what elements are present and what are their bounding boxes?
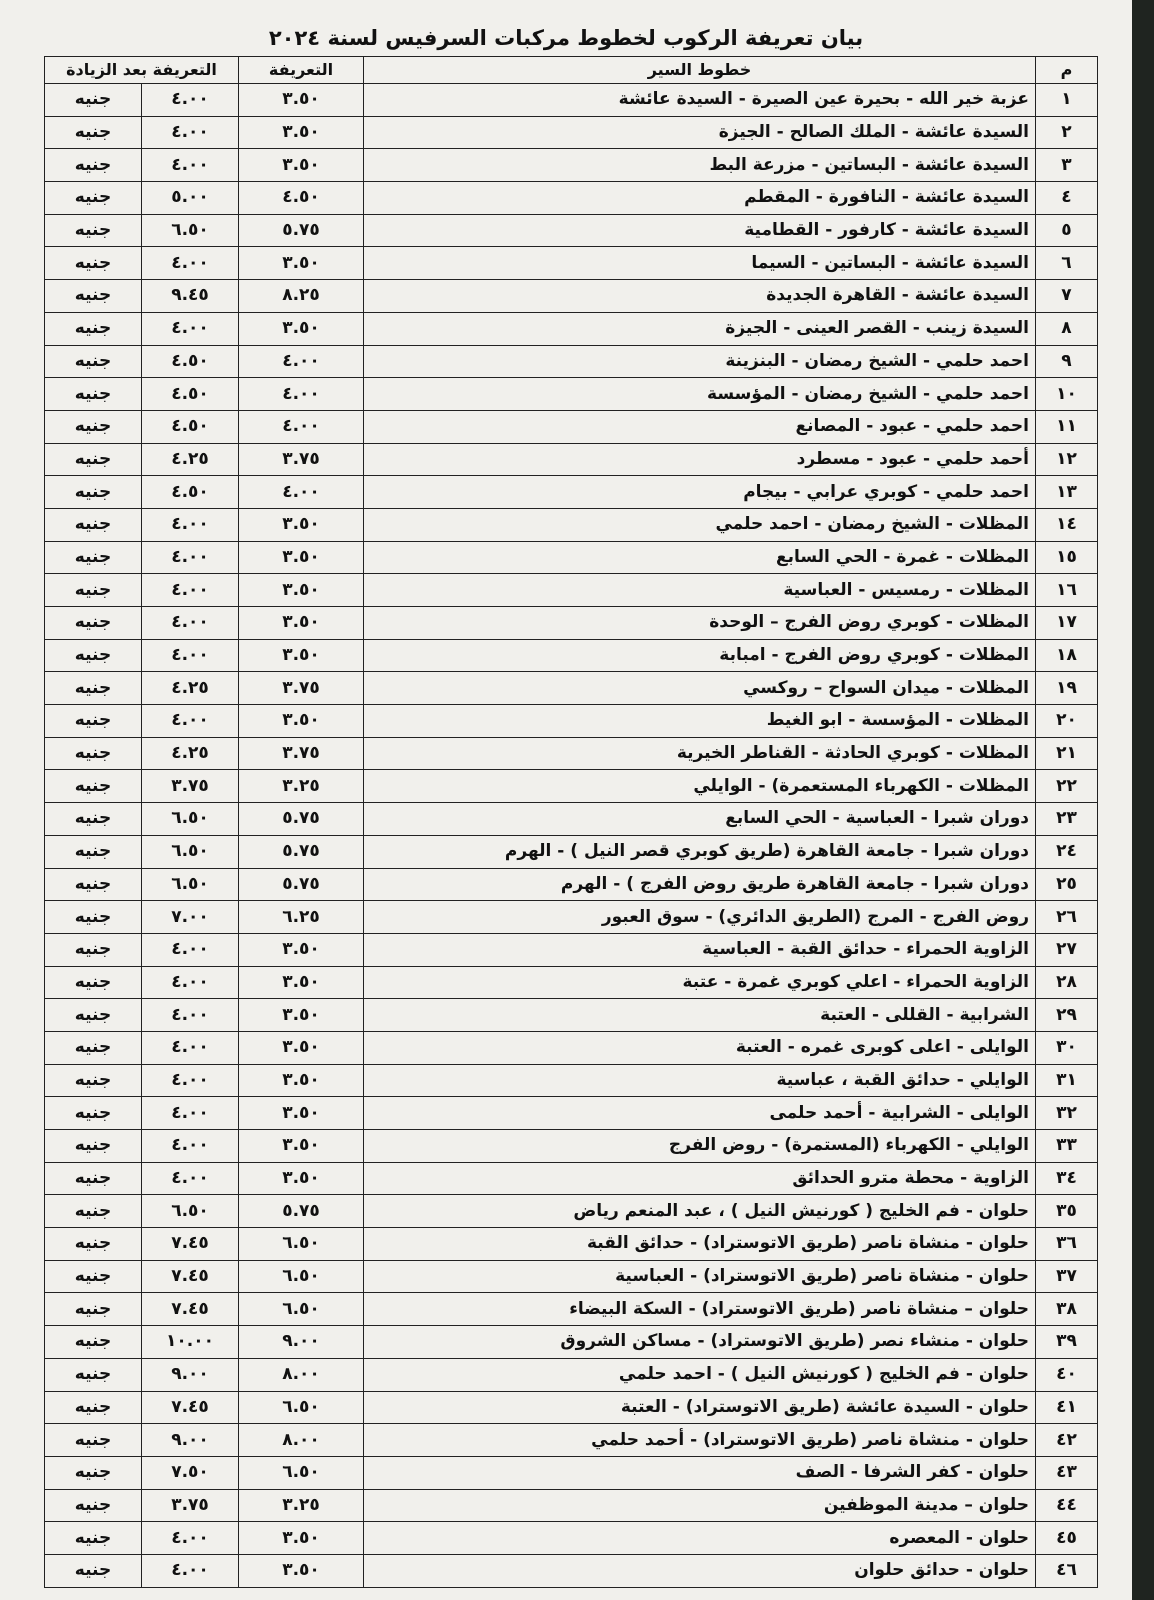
page-title: بيان تعريفة الركوب لخطوط مركبات السرفيس لسنة ٢٠٢٤ xyxy=(268,26,864,50)
route-name: احمد حلمي - عبود - المصانع xyxy=(364,410,1036,443)
route-name: حلوان - فم الخليج ( كورنيش النيل ) - احمد حلمي xyxy=(364,1358,1036,1391)
fare-value: ٦.٥٠ xyxy=(239,1228,364,1261)
currency-unit: جنيه xyxy=(45,182,142,215)
fare-value: ٦.٥٠ xyxy=(239,1456,364,1489)
new-fare-value: ٦.٥٠ xyxy=(142,835,239,868)
fare-value: ٣.٢٥ xyxy=(239,1489,364,1522)
table-row xyxy=(45,1130,1098,1163)
route-name: حلوان - منشاة ناصر (طريق الاتوستراد) - العباسية xyxy=(364,1260,1036,1293)
new-fare-value: ٤.٥٠ xyxy=(142,476,239,509)
currency-unit: جنيه xyxy=(45,1326,142,1359)
new-fare-value: ٤.٠٠ xyxy=(142,508,239,541)
table-row xyxy=(45,999,1098,1032)
new-fare-value: ٤.٢٥ xyxy=(142,443,239,476)
fare-value: ٦.٥٠ xyxy=(239,1391,364,1424)
route-name: الوايلى - الشرابية - أحمد حلمى xyxy=(364,1097,1036,1130)
currency-unit: جنيه xyxy=(45,312,142,345)
fare-value: ٣.٥٠ xyxy=(239,541,364,574)
table-row xyxy=(45,1358,1098,1391)
new-fare-value: ٤.٠٠ xyxy=(142,1031,239,1064)
route-name: الزاوية الحمراء - حدائق القبة - العباسية xyxy=(364,933,1036,966)
route-name: حلوان - كفر الشرفا - الصف xyxy=(364,1456,1036,1489)
fare-value: ٨.٠٠ xyxy=(239,1358,364,1391)
route-name: احمد حلمي - الشيخ رمضان - المؤسسة xyxy=(364,378,1036,411)
new-fare-value: ٤.٠٠ xyxy=(142,1554,239,1587)
fare-value: ٤.٠٠ xyxy=(239,410,364,443)
row-number: ٤٣ xyxy=(1036,1456,1098,1489)
table-row xyxy=(45,443,1098,476)
row-number: ٩ xyxy=(1036,345,1098,378)
route-name: الشرابية - القللى - العتبة xyxy=(364,999,1036,1032)
table-row xyxy=(45,574,1098,607)
row-number: ٧ xyxy=(1036,280,1098,313)
table-row xyxy=(45,1293,1098,1326)
row-number: ٨ xyxy=(1036,312,1098,345)
fare-value: ٤.٠٠ xyxy=(239,378,364,411)
new-fare-value: ٧.٥٠ xyxy=(142,1456,239,1489)
route-name: السيدة عائشة - البساتين - مزرعة البط xyxy=(364,149,1036,182)
table-row xyxy=(45,1554,1098,1587)
row-number: ٣٢ xyxy=(1036,1097,1098,1130)
table-row xyxy=(45,607,1098,640)
route-name: حلوان - منشاة ناصر (طريق الاتوستراد) - أحمد حلمي xyxy=(364,1424,1036,1457)
currency-unit: جنيه xyxy=(45,933,142,966)
currency-unit: جنيه xyxy=(45,541,142,574)
row-number: ١٥ xyxy=(1036,541,1098,574)
fare-value: ٣.٥٠ xyxy=(239,1097,364,1130)
currency-unit: جنيه xyxy=(45,1358,142,1391)
row-number: ٣٦ xyxy=(1036,1228,1098,1261)
new-fare-value: ٩.٠٠ xyxy=(142,1424,239,1457)
table-row xyxy=(45,1195,1098,1228)
fare-value: ٣.٥٠ xyxy=(239,639,364,672)
new-fare-value: ٤.٠٠ xyxy=(142,1097,239,1130)
table-header-row xyxy=(45,57,1098,84)
currency-unit: جنيه xyxy=(45,737,142,770)
table-row xyxy=(45,214,1098,247)
row-number: ٣٥ xyxy=(1036,1195,1098,1228)
new-fare-value: ٤.٠٠ xyxy=(142,1130,239,1163)
table-row xyxy=(45,868,1098,901)
route-name: عزبة خير الله - بحيرة عين الصيرة - السيدة عائشة xyxy=(364,84,1036,117)
new-fare-value: ٩.٠٠ xyxy=(142,1358,239,1391)
table-row xyxy=(45,770,1098,803)
new-fare-value: ٣.٧٥ xyxy=(142,1489,239,1522)
route-name: حلوان – منشاة ناصر (طريق الاتوستراد) - السكة البيضاء xyxy=(364,1293,1036,1326)
table-row xyxy=(45,116,1098,149)
fare-value: ٣.٥٠ xyxy=(239,607,364,640)
row-number: ٤٦ xyxy=(1036,1554,1098,1587)
new-fare-value: ٦.٥٠ xyxy=(142,803,239,836)
currency-unit: جنيه xyxy=(45,1031,142,1064)
table-row xyxy=(45,247,1098,280)
table-row xyxy=(45,933,1098,966)
row-number: ٢٦ xyxy=(1036,901,1098,934)
currency-unit: جنيه xyxy=(45,410,142,443)
currency-unit: جنيه xyxy=(45,116,142,149)
table-row xyxy=(45,1424,1098,1457)
new-fare-value: ٤.٥٠ xyxy=(142,345,239,378)
table-row xyxy=(45,835,1098,868)
table-row xyxy=(45,280,1098,313)
row-number: ٤٤ xyxy=(1036,1489,1098,1522)
new-fare-value: ٤.٠٠ xyxy=(142,933,239,966)
header-fare: التعريفة xyxy=(239,57,364,84)
route-name: المظلات - المؤسسة - ابو الغيط xyxy=(364,705,1036,738)
table-row xyxy=(45,737,1098,770)
row-number: ١٨ xyxy=(1036,639,1098,672)
new-fare-value: ٤.٠٠ xyxy=(142,84,239,117)
header-new-fare: التعريفة بعد الزيادة xyxy=(45,57,239,84)
fare-value: ٣.٥٠ xyxy=(239,312,364,345)
fare-value: ٣.٥٠ xyxy=(239,116,364,149)
currency-unit: جنيه xyxy=(45,247,142,280)
table-row xyxy=(45,1260,1098,1293)
row-number: ٣٠ xyxy=(1036,1031,1098,1064)
row-number: ٤٢ xyxy=(1036,1424,1098,1457)
row-number: ٢٣ xyxy=(1036,803,1098,836)
route-name: السيدة عائشة - كارفور - القطامية xyxy=(364,214,1036,247)
table-row xyxy=(45,1031,1098,1064)
route-name: المظلات - الشيخ رمضان - احمد حلمي xyxy=(364,508,1036,541)
fare-value: ٤.٠٠ xyxy=(239,345,364,378)
row-number: ٤٠ xyxy=(1036,1358,1098,1391)
row-number: ٤ xyxy=(1036,182,1098,215)
currency-unit: جنيه xyxy=(45,214,142,247)
route-name: السيدة عائشة - القاهرة الجديدة xyxy=(364,280,1036,313)
row-number: ١٣ xyxy=(1036,476,1098,509)
currency-unit: جنيه xyxy=(45,378,142,411)
row-number: ٣٩ xyxy=(1036,1326,1098,1359)
fare-value: ٣.٥٠ xyxy=(239,705,364,738)
currency-unit: جنيه xyxy=(45,1424,142,1457)
fare-value: ٦.٥٠ xyxy=(239,1293,364,1326)
new-fare-value: ٤.٠٠ xyxy=(142,1064,239,1097)
row-number: ١٦ xyxy=(1036,574,1098,607)
new-fare-value: ٤.٠٠ xyxy=(142,1522,239,1555)
new-fare-value: ٦.٥٠ xyxy=(142,1195,239,1228)
new-fare-value: ٤.٠٠ xyxy=(142,999,239,1032)
row-number: ٥ xyxy=(1036,214,1098,247)
fare-value: ٥.٧٥ xyxy=(239,803,364,836)
row-number: ٢٤ xyxy=(1036,835,1098,868)
row-number: ١٠ xyxy=(1036,378,1098,411)
fare-value: ٤.٠٠ xyxy=(239,476,364,509)
new-fare-value: ٣.٧٥ xyxy=(142,770,239,803)
currency-unit: جنيه xyxy=(45,705,142,738)
currency-unit: جنيه xyxy=(45,901,142,934)
table-row xyxy=(45,378,1098,411)
table-row xyxy=(45,476,1098,509)
table-row xyxy=(45,410,1098,443)
table-row xyxy=(45,705,1098,738)
currency-unit: جنيه xyxy=(45,1293,142,1326)
row-number: ١٢ xyxy=(1036,443,1098,476)
table-row xyxy=(45,1097,1098,1130)
currency-unit: جنيه xyxy=(45,476,142,509)
fare-value: ٣.٥٠ xyxy=(239,999,364,1032)
route-name: السيدة عائشة - النافورة - المقطم xyxy=(364,182,1036,215)
fare-value: ٥.٧٥ xyxy=(239,214,364,247)
currency-unit: جنيه xyxy=(45,1228,142,1261)
row-number: ٤٥ xyxy=(1036,1522,1098,1555)
fare-value: ٣.٥٠ xyxy=(239,508,364,541)
row-number: ٢٧ xyxy=(1036,933,1098,966)
route-name: المظلات - غمرة - الحي السابع xyxy=(364,541,1036,574)
fare-value: ٣.٥٠ xyxy=(239,1064,364,1097)
new-fare-value: ١٠.٠٠ xyxy=(142,1326,239,1359)
currency-unit: جنيه xyxy=(45,1260,142,1293)
new-fare-value: ٦.٥٠ xyxy=(142,214,239,247)
route-name: الزاوية الحمراء - اعلي كوبري غمرة - عتبة xyxy=(364,966,1036,999)
currency-unit: جنيه xyxy=(45,1195,142,1228)
row-number: ٢٢ xyxy=(1036,770,1098,803)
currency-unit: جنيه xyxy=(45,508,142,541)
fare-value: ٣.٧٥ xyxy=(239,737,364,770)
currency-unit: جنيه xyxy=(45,672,142,705)
table-row xyxy=(45,1228,1098,1261)
table-row xyxy=(45,1391,1098,1424)
currency-unit: جنيه xyxy=(45,280,142,313)
fare-value: ٦.٢٥ xyxy=(239,901,364,934)
fare-table xyxy=(44,56,1098,1588)
new-fare-value: ٤.٠٠ xyxy=(142,149,239,182)
currency-unit: جنيه xyxy=(45,639,142,672)
new-fare-value: ٤.٥٠ xyxy=(142,410,239,443)
row-number: ٣٣ xyxy=(1036,1130,1098,1163)
row-number: ٢٠ xyxy=(1036,705,1098,738)
currency-unit: جنيه xyxy=(45,1522,142,1555)
fare-value: ٣.٥٠ xyxy=(239,966,364,999)
currency-unit: جنيه xyxy=(45,607,142,640)
new-fare-value: ٤.٠٠ xyxy=(142,574,239,607)
table-row xyxy=(45,1522,1098,1555)
currency-unit: جنيه xyxy=(45,770,142,803)
fare-value: ٤.٥٠ xyxy=(239,182,364,215)
fare-value: ٣.٥٠ xyxy=(239,1522,364,1555)
fare-value: ٣.٥٠ xyxy=(239,84,364,117)
row-number: ١٧ xyxy=(1036,607,1098,640)
route-name: السيدة عائشة - البساتين - السيما xyxy=(364,247,1036,280)
route-name: المظلات - رمسيس - العباسية xyxy=(364,574,1036,607)
row-number: ٣ xyxy=(1036,149,1098,182)
new-fare-value: ٤.٥٠ xyxy=(142,378,239,411)
new-fare-value: ٤.٠٠ xyxy=(142,607,239,640)
new-fare-value: ٧.٤٥ xyxy=(142,1228,239,1261)
route-name: حلوان - السيدة عائشة (طريق الاتوستراد) - العتبة xyxy=(364,1391,1036,1424)
currency-unit: جنيه xyxy=(45,149,142,182)
new-fare-value: ٤.٠٠ xyxy=(142,966,239,999)
row-number: ٢١ xyxy=(1036,737,1098,770)
table-row xyxy=(45,182,1098,215)
route-name: احمد حلمي - كوبري عرابي - بيجام xyxy=(364,476,1036,509)
route-name: السيدة زينب - القصر العينى - الجيزة xyxy=(364,312,1036,345)
new-fare-value: ٥.٠٠ xyxy=(142,182,239,215)
new-fare-value: ٧.٤٥ xyxy=(142,1293,239,1326)
new-fare-value: ٤.٠٠ xyxy=(142,541,239,574)
route-name: السيدة عائشة - الملك الصالح - الجيزة xyxy=(364,116,1036,149)
row-number: ٢٩ xyxy=(1036,999,1098,1032)
table-row xyxy=(45,672,1098,705)
route-name: دوران شبرا - جامعة القاهرة (طريق كوبري قصر النيل ) - الهرم xyxy=(364,835,1036,868)
currency-unit: جنيه xyxy=(45,1554,142,1587)
currency-unit: جنيه xyxy=(45,84,142,117)
row-number: ١ xyxy=(1036,84,1098,117)
row-number: ٣١ xyxy=(1036,1064,1098,1097)
new-fare-value: ٩.٤٥ xyxy=(142,280,239,313)
currency-unit: جنيه xyxy=(45,1162,142,1195)
fare-value: ٥.٧٥ xyxy=(239,1195,364,1228)
new-fare-value: ٤.٠٠ xyxy=(142,705,239,738)
table-row xyxy=(45,149,1098,182)
header-num: م xyxy=(1036,57,1098,84)
new-fare-value: ٤.٠٠ xyxy=(142,116,239,149)
fare-value: ٥.٧٥ xyxy=(239,835,364,868)
table-row xyxy=(45,508,1098,541)
table-row xyxy=(45,541,1098,574)
route-name: المظلات - كوبري روض الفرج – الوحدة xyxy=(364,607,1036,640)
row-number: ١٩ xyxy=(1036,672,1098,705)
route-name: حلوان - حدائق حلوان xyxy=(364,1554,1036,1587)
table-row xyxy=(45,1489,1098,1522)
row-number: ٢٨ xyxy=(1036,966,1098,999)
currency-unit: جنيه xyxy=(45,999,142,1032)
fare-value: ٨.٢٥ xyxy=(239,280,364,313)
new-fare-value: ٤.٠٠ xyxy=(142,312,239,345)
fare-value: ٣.٥٠ xyxy=(239,1554,364,1587)
new-fare-value: ٤.٠٠ xyxy=(142,247,239,280)
fare-value: ٣.٥٠ xyxy=(239,1130,364,1163)
route-name: المظلات - الكهرباء المستعمرة) - الوايلي xyxy=(364,770,1036,803)
currency-unit: جنيه xyxy=(45,966,142,999)
new-fare-value: ٤.٢٥ xyxy=(142,737,239,770)
new-fare-value: ٧.٤٥ xyxy=(142,1260,239,1293)
currency-unit: جنيه xyxy=(45,1391,142,1424)
fare-value: ٣.٥٠ xyxy=(239,1031,364,1064)
route-name: المظلات - كوبري روض الفرج - امبابة xyxy=(364,639,1036,672)
table-row xyxy=(45,1326,1098,1359)
route-name: حلوان - فم الخليج ( كورنيش النيل ) ، عبد المنعم رياض xyxy=(364,1195,1036,1228)
table-row xyxy=(45,345,1098,378)
table-body xyxy=(45,84,1098,1588)
currency-unit: جنيه xyxy=(45,443,142,476)
new-fare-value: ٤.٢٥ xyxy=(142,672,239,705)
route-name: دوران شبرا - العباسية - الحي السابع xyxy=(364,803,1036,836)
route-name: حلوان - المعصره xyxy=(364,1522,1036,1555)
route-name: حلوان – مدينة الموظفين xyxy=(364,1489,1036,1522)
row-number: ١١ xyxy=(1036,410,1098,443)
table-row xyxy=(45,901,1098,934)
fare-value: ٣.٥٠ xyxy=(239,247,364,280)
fare-value: ٣.٥٠ xyxy=(239,933,364,966)
row-number: ٣٨ xyxy=(1036,1293,1098,1326)
row-number: ٣٤ xyxy=(1036,1162,1098,1195)
currency-unit: جنيه xyxy=(45,1489,142,1522)
new-fare-value: ٤.٠٠ xyxy=(142,1162,239,1195)
fare-value: ٥.٧٥ xyxy=(239,868,364,901)
table-row xyxy=(45,1456,1098,1489)
route-name: حلوان - منشاء نصر (طريق الاتوستراد) - مساكن الشروق xyxy=(364,1326,1036,1359)
currency-unit: جنيه xyxy=(45,345,142,378)
header-route: خطوط السير xyxy=(364,57,1036,84)
fare-value: ٣.٥٠ xyxy=(239,1162,364,1195)
table-row xyxy=(45,1162,1098,1195)
fare-value: ٣.٥٠ xyxy=(239,149,364,182)
route-name: روض الفرج - المرج (الطريق الدائري) - سوق العبور xyxy=(364,901,1036,934)
fare-value: ٦.٥٠ xyxy=(239,1260,364,1293)
route-name: المظلات - ميدان السواح – روكسي xyxy=(364,672,1036,705)
currency-unit: جنيه xyxy=(45,1130,142,1163)
currency-unit: جنيه xyxy=(45,1456,142,1489)
currency-unit: جنيه xyxy=(45,574,142,607)
table-row xyxy=(45,312,1098,345)
fare-value: ٣.٥٠ xyxy=(239,574,364,607)
new-fare-value: ٤.٠٠ xyxy=(142,639,239,672)
route-name: الوايلي - حدائق القبة ، عباسية xyxy=(364,1064,1036,1097)
fare-value: ٣.٧٥ xyxy=(239,443,364,476)
fare-value: ٣.٢٥ xyxy=(239,770,364,803)
row-number: ٢٥ xyxy=(1036,868,1098,901)
route-name: الزاوية - محطة مترو الحدائق xyxy=(364,1162,1036,1195)
route-name: الوايلي - الكهرباء (المستمرة) - روض الفرج xyxy=(364,1130,1036,1163)
new-fare-value: ٧.٠٠ xyxy=(142,901,239,934)
new-fare-value: ٧.٤٥ xyxy=(142,1391,239,1424)
fare-value: ٨.٠٠ xyxy=(239,1424,364,1457)
row-number: ٦ xyxy=(1036,247,1098,280)
row-number: ١٤ xyxy=(1036,508,1098,541)
row-number: ٢ xyxy=(1036,116,1098,149)
currency-unit: جنيه xyxy=(45,835,142,868)
table-row xyxy=(45,966,1098,999)
route-name: أحمد حلمي - عبود - مسطرد xyxy=(364,443,1036,476)
currency-unit: جنيه xyxy=(45,1064,142,1097)
row-number: ٤١ xyxy=(1036,1391,1098,1424)
row-number: ٣٧ xyxy=(1036,1260,1098,1293)
currency-unit: جنيه xyxy=(45,1097,142,1130)
table-row xyxy=(45,803,1098,836)
route-name: حلوان - منشاة ناصر (طريق الاتوستراد) - حدائق القبة xyxy=(364,1228,1036,1261)
route-name: المظلات - كوبري الحادثة - القناطر الخيرية xyxy=(364,737,1036,770)
fare-value: ٩.٠٠ xyxy=(239,1326,364,1359)
table-row xyxy=(45,639,1098,672)
route-name: الوايلى - اعلى كوبرى غمره - العتبة xyxy=(364,1031,1036,1064)
fare-value: ٣.٧٥ xyxy=(239,672,364,705)
table-row xyxy=(45,84,1098,117)
route-name: دوران شبرا - جامعة القاهرة طريق روض الفرج ) - الهرم xyxy=(364,868,1036,901)
route-name: احمد حلمي - الشيخ رمضان - البنزينة xyxy=(364,345,1036,378)
table-row xyxy=(45,1064,1098,1097)
new-fare-value: ٦.٥٠ xyxy=(142,868,239,901)
currency-unit: جنيه xyxy=(45,803,142,836)
currency-unit: جنيه xyxy=(45,868,142,901)
